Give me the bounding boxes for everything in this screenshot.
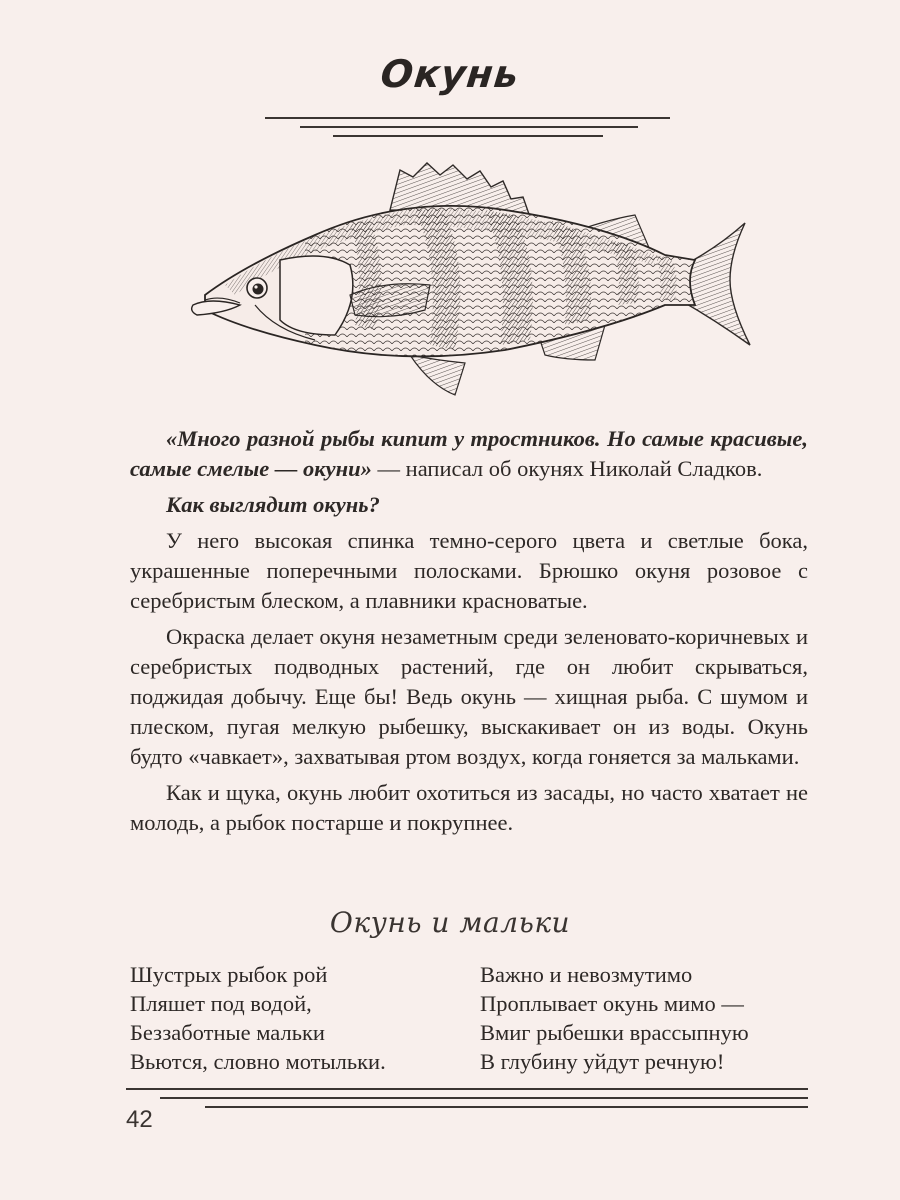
poem-line: Вьются, словно мотыльки. bbox=[130, 1049, 386, 1074]
title-rule-1 bbox=[265, 117, 670, 119]
title-rule-3 bbox=[333, 135, 603, 137]
footer-rule-1 bbox=[126, 1088, 808, 1090]
intro-attribution: — написал об окунях Николай Сладков. bbox=[371, 456, 763, 481]
page-number: 42 bbox=[126, 1106, 153, 1133]
paragraph-coloring: Окраска делает окуня незаметным среди зеленовато-коричневых и серебристых подводных растений, где он любит скрываться, поджидая добычу. Еще бы! Ведь окунь — хищная рыба. С шумом и плеском, пугая мелкую рыбешку, выскакивает он из воды. Окунь будто «чавкает», захватывая ртом воздух, когда гоняется за мальками. bbox=[130, 624, 808, 769]
poem-line: Беззаботные мальки bbox=[130, 1020, 325, 1045]
poem-line: Проплывает окунь мимо — bbox=[480, 991, 744, 1016]
title-rule-2 bbox=[300, 126, 638, 128]
footer-rule-3 bbox=[205, 1106, 808, 1108]
poem-line: Пляшет под водой, bbox=[130, 991, 312, 1016]
poem-title: Окунь и мальки bbox=[329, 906, 571, 939]
article-body bbox=[130, 424, 808, 844]
poem-line: В глубину уйдут речную! bbox=[480, 1049, 725, 1074]
footer-rule-2 bbox=[160, 1097, 808, 1099]
paragraph-appearance: У него высокая спинка темно-серого цвета и светлые бока, украшенные поперечными полосками. Брюшко окуня розовое с серебристым блеском, а плавники красноватые. bbox=[130, 528, 808, 613]
page-title: Окунь bbox=[378, 52, 522, 96]
poem-stanza-right bbox=[480, 960, 749, 1076]
poem-line: Шустрых рыбок рой bbox=[130, 962, 328, 987]
section-question: Как выглядит окунь? bbox=[166, 492, 380, 517]
intro-paragraph bbox=[130, 424, 808, 484]
intro-quote: «Много разной рыбы кипит у тростников. Но самые красивые, самые смелые — окуни» bbox=[130, 426, 808, 481]
poem-line: Важно и невозмутимо bbox=[480, 962, 693, 987]
poem-line: Вмиг рыбешки врассыпную bbox=[480, 1020, 749, 1045]
poem-stanza-left bbox=[130, 960, 386, 1076]
paragraph-hunting: Как и щука, окунь любит охотиться из засады, но часто хватает не молодь, а рыбок постарше и покрупнее. bbox=[130, 780, 808, 835]
perch-fish-illustration bbox=[185, 155, 765, 400]
